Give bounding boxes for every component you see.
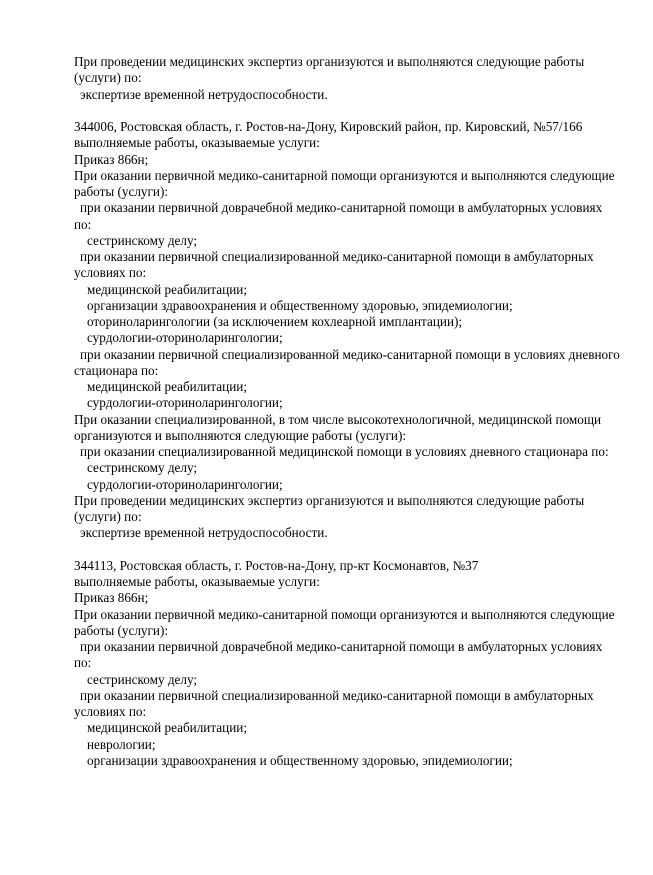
text-line: медицинской реабилитации; <box>87 379 247 394</box>
text-line: сурдологии-оториноларингологии; <box>87 395 283 411</box>
blank-line <box>74 542 634 558</box>
text-line: медицинской реабилитации; <box>87 281 247 297</box>
text-line: экспертизе временной нетрудоспособности. <box>80 525 328 541</box>
text-line: при оказании первичной специализированной медико-санитарной помощи в амбулаторных <box>80 687 594 703</box>
text-line: оториноларингологии (за исключением кохлеарной имплантации); <box>87 314 463 329</box>
text-line: при оказании первичной доврачебной медико-санитарной помощи в амбулаторных условиях <box>80 639 603 654</box>
text-line: сурдологии-оториноларингологии; <box>87 330 283 346</box>
text-line: медицинской реабилитации; <box>87 720 247 736</box>
text-line: 344006, Ростовская область, г. Ростов-на-Дону, Кировский район, пр. Кировский, №57/166 <box>74 119 583 134</box>
text-line: условиях по: <box>74 704 147 719</box>
text-line: 344113, Ростовская область, г. Ростов-на-Дону, пр-кт Космонавтов, №37 <box>74 557 479 573</box>
document-page <box>74 54 634 768</box>
text-line: при оказании первичной доврачебной медико-санитарной помощи в амбулаторных условиях <box>80 200 603 216</box>
text-line: При проведении медицинских экспертиз организуются и выполняются следующие работы <box>74 492 585 508</box>
text-line: при оказании первичной специализированной медико-санитарной помощи в амбулаторных <box>80 249 594 264</box>
blank-line <box>74 103 634 119</box>
text-line: выполняемые работы, оказываемые услуги: <box>74 135 320 151</box>
text-line: организуются и выполняются следующие работы (услуги): <box>74 427 407 443</box>
text-line: сестринскому делу; <box>87 232 198 248</box>
text-line: организации здравоохранения и общественному здоровью, эпидемиологии; <box>87 752 513 768</box>
text-line: экспертизе временной нетрудоспособности. <box>80 86 328 102</box>
text-line: При оказании первичной медико-санитарной помощи организуются и выполняются следующие <box>74 167 615 183</box>
text-line: сестринскому делу; <box>87 460 198 476</box>
text-line: Приказ 866н; <box>74 151 149 167</box>
text-line: работы (услуги): <box>74 184 169 199</box>
text-line: При проведении медицинских экспертиз организуются и выполняются следующие работы <box>74 54 585 69</box>
text-line: выполняемые работы, оказываемые услуги: <box>74 574 320 589</box>
text-line: условиях по: <box>74 265 147 281</box>
text-line: При оказании первичной медико-санитарной помощи организуются и выполняются следующие <box>74 606 615 622</box>
text-line: организации здравоохранения и общественному здоровью, эпидемиологии; <box>87 297 513 313</box>
text-line: При оказании специализированной, в том числе высокотехнологичной, медицинской помощи <box>74 411 602 427</box>
text-line: по: <box>74 216 92 232</box>
text-line: сестринскому делу; <box>87 671 198 687</box>
text-line: по: <box>74 655 92 671</box>
text-line: работы (услуги): <box>74 622 169 638</box>
text-line: при оказании специализированной медицинской помощи в условиях дневного стационара по: <box>80 444 609 459</box>
text-line: неврологии; <box>87 736 156 752</box>
text-line: (услуги) по: <box>74 509 142 524</box>
text-line: Приказ 866н; <box>74 590 149 606</box>
text-line: при оказании первичной специализированной медико-санитарной помощи в условиях дневного <box>80 346 620 362</box>
text-line: стационара по: <box>74 362 159 378</box>
text-line: (услуги) по: <box>74 70 142 86</box>
text-line: сурдологии-оториноларингологии; <box>87 476 283 492</box>
